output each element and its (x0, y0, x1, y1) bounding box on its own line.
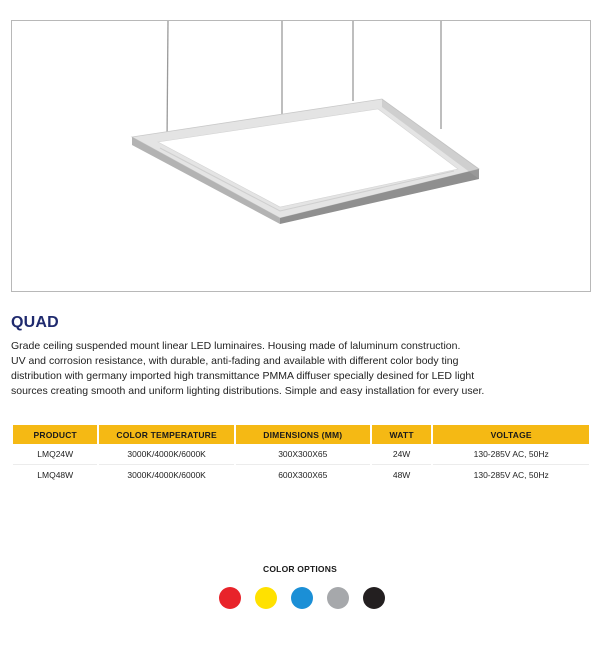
cell-product: LMQ48W (37, 470, 74, 480)
spec-table-header-row (13, 425, 589, 444)
product-image (11, 20, 591, 292)
column-header-watt: WATT (372, 425, 432, 444)
cell-product: LMQ24W (13, 444, 97, 465)
column-header-dimensions: DIMENSIONS (MM) (236, 425, 370, 444)
description-line: UV and corrosion resistance, with durable, anti-fading and available with different color body ting (11, 355, 459, 367)
suspension-cable (167, 21, 168, 143)
cell-watt: 48W (392, 470, 411, 480)
color-swatch-yellow (255, 587, 277, 609)
cell-voltage: 130-285V AC, 50Hz (473, 470, 549, 480)
cell-dimensions: 300X300X65 (236, 444, 370, 465)
description-line: sources creating smooth and uniform lighting distributions. Simple and easy installation for every user. (11, 385, 485, 397)
description-line: Grade ceiling suspended mount linear LED luminaires. Housing made of laluminum construction. (11, 340, 461, 352)
color-swatch-black (363, 587, 385, 609)
color-options-title: COLOR OPTIONS (263, 564, 337, 574)
table-row (13, 465, 589, 485)
cell-watt: 24W (372, 444, 432, 465)
color-swatch-gray (327, 587, 349, 609)
cell-dimensions: 600X300X65 (278, 470, 328, 480)
column-header-color-temperature: COLOR TEMPERATURE (99, 425, 233, 444)
color-swatch-blue (291, 587, 313, 609)
color-swatch-red (219, 587, 241, 609)
spec-table (11, 425, 591, 485)
product-description (11, 339, 596, 399)
cell-voltage: 130-285V AC, 50Hz (433, 444, 589, 465)
description-line: distribution with germany imported high transmittance PMMA diffuser specially desined for LED light (11, 370, 475, 382)
column-header-voltage: VOLTAGE (433, 425, 589, 444)
cell-color-temperature: 3000K/4000K/6000K (127, 470, 206, 480)
product-title: QUAD (11, 314, 59, 331)
pendant-luminaire-illustration (12, 21, 592, 293)
color-swatches (219, 587, 385, 609)
column-header-product: PRODUCT (13, 425, 97, 444)
table-row (13, 444, 589, 465)
cell-color-temperature: 3000K/4000K/6000K (99, 444, 233, 465)
